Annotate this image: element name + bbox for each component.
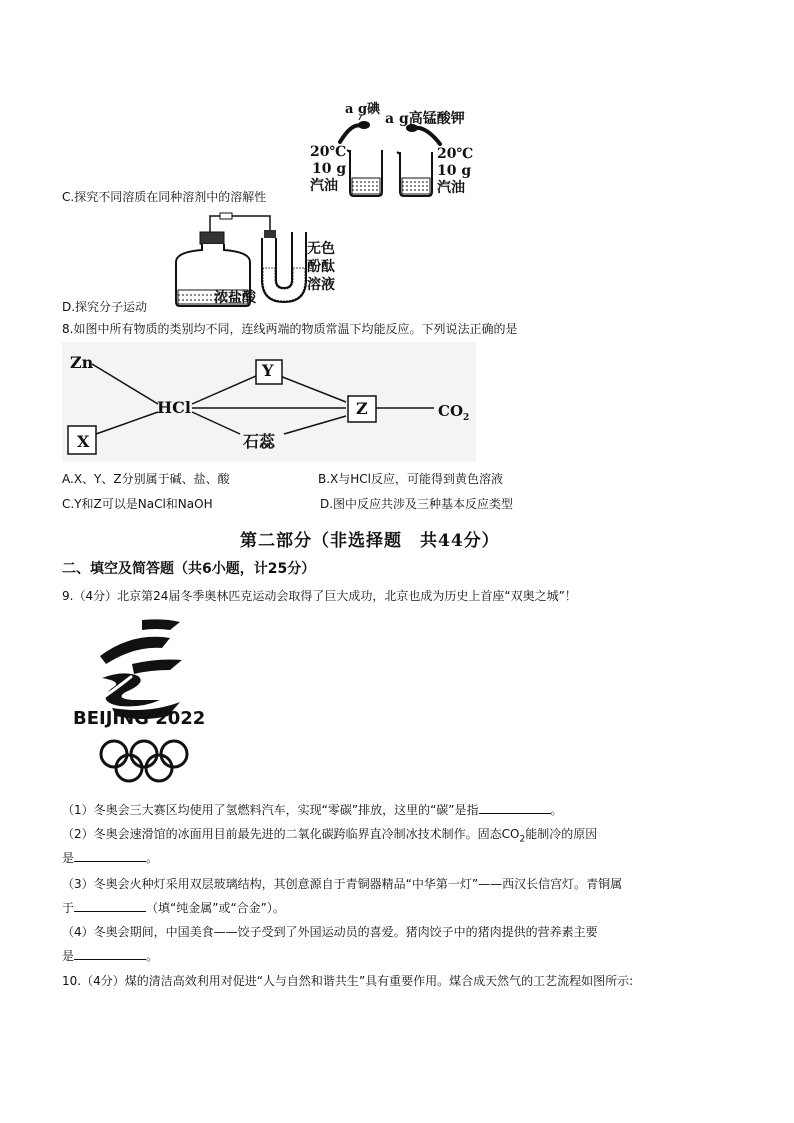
q9-sub4-line2 [62,946,158,965]
label-left-temp: 20℃ [310,144,347,160]
part2-title: 第二部分（非选择题 共44分） [240,531,500,551]
emblem-text: BEIJING 2022 [73,708,206,729]
q9-sub4-line2-text: 是 [62,949,75,963]
label-left-solvent: 汽油 [310,178,338,194]
q9-sub4-line1: （4）冬奥会期间，中国美食——饺子受到了外国运动员的喜爱。猪肉饺子中的猪肉提供的营养素主要 [62,925,598,939]
q9-sub3-line2-end: （填“纯金属”或“合金”）。 [146,901,285,915]
q9-sub2-line1 [62,825,597,848]
q9-sub2-text-end: 能制冷的原因 [525,827,598,841]
label-indicator-1: 无色 [307,241,335,257]
node-co2: $CO_2$ [438,402,470,423]
q9-sub1 [62,800,563,819]
section2-title: 二、填空及简答题（共6小题，计25分） [62,561,316,577]
node-x: X [77,432,90,451]
q9-stem: 9.（4分）北京第24届冬季奥林匹克运动会取得了巨大成功，北京也成为历史上首座“双奥之城”！ [62,589,577,603]
node-y: Y [262,361,274,380]
q8-option-a: A.X、Y、Z分别属于碱、盐、酸 [62,472,230,486]
node-hcl: HCl [157,398,191,417]
node-z: Z [356,399,368,418]
co2-subscript: 2 [519,834,526,845]
q10-stem: 10.（4分）煤的清洁高效利用对促进“人与自然和谐共生”具有重要作用。煤合成天然气的工艺流程如图所示: [62,974,634,988]
label-left-mass: 10 g [312,161,347,177]
u-tube [262,230,306,302]
label-right-mass: 10 g [437,163,472,179]
q9-sub3-line1: （3）冬奥会火种灯采用双层玻璃结构，其创意源自于青铜器精品“中华第一灯”——西汉长信宫灯。青铜属 [62,877,623,891]
right-beaker [397,152,432,196]
node-litmus: 石蕊 [243,432,276,451]
q9-sub2-blank[interactable] [74,848,146,862]
left-beaker [347,150,382,196]
label-iodine: a g碘 [345,102,381,117]
q9-sub2-line2-end: 。 [146,851,159,865]
label-indicator-3: 溶液 [307,277,335,293]
q8-option-c: C.Y和Z可以是NaCl和NaOH [62,497,213,511]
label-acid: 浓盐酸 [214,290,256,306]
q9-sub2-text: （2）冬奥会速滑馆的冰面用目前最先进的二氧化碳跨临界直冷制冰技术制作。固态CO [62,827,520,841]
q8-option-b: B.X与HCl反应，可能得到黄色溶液 [318,472,504,486]
option-d-text: D.探究分子运动 [62,300,148,314]
label-kmno4: a g高锰酸钾 [385,111,465,127]
node-zn: Zn [70,353,94,372]
q9-sub1-text: （1）冬奥会三大赛区均使用了氢燃料汽车，实现“零碳”排放，这里的“碳”是指 [62,803,479,817]
q9-sub2-line2-text: 是 [62,851,75,865]
label-right-temp: 20℃ [437,146,474,162]
q9-sub3-blank[interactable] [74,898,146,912]
olympic-rings [98,738,190,786]
q9-sub1-blank[interactable] [479,800,551,814]
q9-sub4-line2-end: 。 [146,949,159,963]
q9-sub2-line2 [62,848,158,867]
q9-sub1-end: 。 [550,803,563,817]
q9-sub3-line2 [62,898,285,917]
q9-sub4-blank[interactable] [74,946,146,960]
q9-sub3-line2-text: 于 [62,901,75,915]
label-indicator-2: 酚酞 [307,259,335,275]
right-spatula [414,128,440,144]
q8-option-d: D.图中反应共涉及三种基本反应类型 [320,497,514,511]
left-spatula [340,125,362,142]
q8-stem: 8.如图中所有物质的类别均不同，连线两端的物质常温下均能反应。下列说法正确的是 [62,322,518,336]
label-right-solvent: 汽油 [437,180,465,196]
option-c-text: C.探究不同溶质在同种溶剂中的溶解性 [62,190,267,204]
